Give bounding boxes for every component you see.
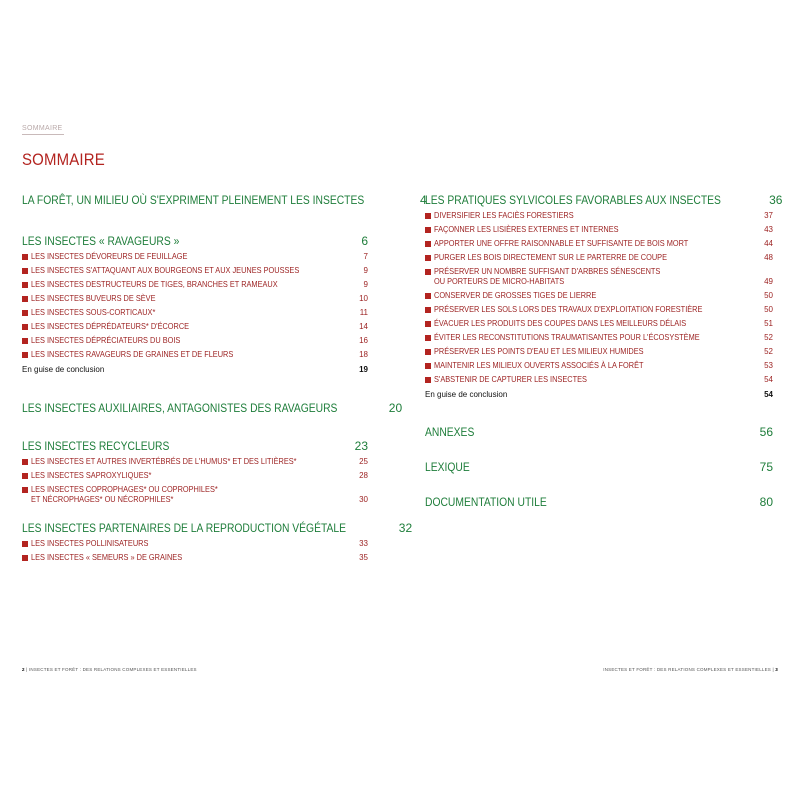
item-label: LES INSECTES SAPROXYLIQUES* <box>31 471 152 480</box>
section-page: 56 <box>759 425 773 439</box>
toc-item[interactable] <box>22 551 368 565</box>
left-footer-text: INSECTES ET FORÊT : DES RELATIONS COMPLEXES ET ESSENTIELLES <box>28 667 197 672</box>
item-label: LES INSECTES RAVAGEURS DE GRAINES ET DE FLEURS <box>31 350 234 359</box>
bullet-square-icon <box>22 487 28 493</box>
running-head: SOMMAIRE <box>22 125 64 135</box>
item-page: 49 <box>764 277 773 286</box>
section-page: 36 <box>769 193 783 207</box>
toc-item[interactable] <box>425 289 773 303</box>
item-page: 7 <box>363 252 368 261</box>
item-page: 53 <box>764 361 773 370</box>
bullet-square-icon <box>425 349 431 355</box>
toc-item[interactable] <box>425 251 773 265</box>
section-page: 23 <box>354 439 368 453</box>
item-page: 10 <box>359 294 368 303</box>
item-page: 48 <box>764 253 773 262</box>
item-label: LES INSECTES BUVEURS DE SÈVE <box>31 294 156 303</box>
section-page: 20 <box>388 401 403 415</box>
bullet-square-icon <box>22 555 28 561</box>
section-title[interactable]: LES INSECTES « RAVAGEURS » <box>22 234 180 248</box>
section-page: 4 <box>419 193 427 207</box>
toc-item[interactable] <box>425 209 773 223</box>
item-label: LES INSECTES S'ATTAQUANT AUX BOURGEONS ET AUX JEUNES POUSSES <box>31 266 300 275</box>
item-label: LES INSECTES POLLINISATEURS <box>31 539 149 548</box>
section-page: 75 <box>759 460 773 474</box>
toc-item[interactable] <box>22 334 368 348</box>
left-page-number: 2 <box>22 667 25 672</box>
section-page: 6 <box>361 234 368 248</box>
bullet-square-icon <box>22 324 28 330</box>
footer-right: INSECTES ET FORÊT : DES RELATIONS COMPLEXES ET ESSENTIELLES | 3 <box>603 667 778 672</box>
right-footer-text: INSECTES ET FORÊT : DES RELATIONS COMPLEXES ET ESSENTIELLES <box>603 667 772 672</box>
item-label: LES INSECTES SOUS-CORTICAUX* <box>31 308 156 317</box>
toc-section[interactable] <box>22 439 368 507</box>
item-label: S'ABSTENIR DE CAPTURER LES INSECTES <box>434 375 587 384</box>
bullet-square-icon <box>22 541 28 547</box>
item-label: LES INSECTES ET AUTRES INVERTÉBRÉS DE L'HUMUS* ET DES LITIÈRES* <box>31 457 297 466</box>
item-page: 16 <box>359 336 368 345</box>
toc-item[interactable] <box>22 292 368 306</box>
section-page: 32 <box>398 521 413 535</box>
toc-item[interactable] <box>425 237 773 251</box>
toc-left-column <box>22 193 427 565</box>
toc-item[interactable] <box>425 265 773 289</box>
item-page: 28 <box>359 471 368 480</box>
item-page: 50 <box>764 305 773 314</box>
bullet-square-icon <box>22 352 28 358</box>
item-page: 35 <box>359 553 368 562</box>
item-label: CONSERVER DE GROSSES TIGES DE LIERRE <box>434 291 597 300</box>
item-page: 50 <box>764 291 773 300</box>
bullet-square-icon <box>425 335 431 341</box>
toc-section[interactable] <box>425 495 773 510</box>
item-label: DIVERSIFIER LES FACIÈS FORESTIERS <box>434 211 574 220</box>
item-page: 9 <box>363 280 368 289</box>
bullet-square-icon <box>425 255 431 261</box>
section-title[interactable]: LES INSECTES PARTENAIRES DE LA REPRODUCTION VÉGÉTALE <box>22 521 347 535</box>
item-page: 11 <box>359 308 368 317</box>
item-page: 33 <box>359 539 368 548</box>
bullet-square-icon <box>425 227 431 233</box>
page-title: SOMMAIRE <box>22 150 105 169</box>
item-page: 52 <box>764 347 773 356</box>
toc-item[interactable] <box>425 317 773 331</box>
item-label: PRÉSERVER LES POINTS D'EAU ET LES MILIEUX HUMIDES <box>434 347 644 356</box>
bullet-square-icon <box>425 293 431 299</box>
toc-item[interactable] <box>22 483 368 507</box>
section-page: 80 <box>759 495 773 509</box>
bullet-square-icon <box>22 282 28 288</box>
bullet-square-icon <box>22 296 28 302</box>
toc-section[interactable] <box>22 521 413 565</box>
item-label: PRÉSERVER UN NOMBRE SUFFISANT D'ARBRES SÉNESCENTS OU PORTEURS DE MICRO-HABITATS <box>434 267 661 286</box>
item-label: LES INSECTES DÉPRÉDATEURS* D'ÉCORCE <box>31 322 190 331</box>
toc-item[interactable] <box>22 320 368 334</box>
toc-item[interactable] <box>22 469 368 483</box>
bullet-square-icon <box>425 377 431 383</box>
section-title[interactable]: LES INSECTES AUXILIAIRES, ANTAGONISTES DES RAVAGEURS <box>22 401 338 415</box>
item-page: 52 <box>764 333 773 342</box>
toc-section[interactable] <box>425 193 783 399</box>
item-label: PURGER LES BOIS DIRECTEMENT SUR LE PARTERRE DE COUPE <box>434 253 667 262</box>
item-label: LES INSECTES DESTRUCTEURS DE TIGES, BRANCHES ET RAMEAUX <box>31 280 278 289</box>
toc-section[interactable] <box>22 234 368 374</box>
toc-item[interactable] <box>425 345 773 359</box>
toc-item[interactable] <box>22 250 368 264</box>
toc-item[interactable] <box>22 455 368 469</box>
section-title[interactable]: LES PRATIQUES SYLVICOLES FAVORABLES AUX INSECTES <box>425 193 721 207</box>
item-label: LES INSECTES DÉVOREURS DE FEUILLAGE <box>31 252 188 261</box>
bullet-square-icon <box>22 473 28 479</box>
item-page: 9 <box>363 266 368 275</box>
section-title[interactable]: LES INSECTES RECYCLEURS <box>22 439 170 453</box>
section-title[interactable]: LA FORÊT, UN MILIEU OÙ S'EXPRIMENT PLEINEMENT LES INSECTES <box>22 193 365 207</box>
item-label: FAÇONNER LES LISIÈRES EXTERNES ET INTERNES <box>434 225 619 234</box>
toc-item[interactable] <box>22 278 368 292</box>
footer-left: 2 | INSECTES ET FORÊT : DES RELATIONS COMPLEXES ET ESSENTIELLES <box>22 667 197 672</box>
toc-section[interactable] <box>425 460 773 475</box>
conclusion-page: 54 <box>764 390 773 399</box>
item-page: 54 <box>764 375 773 384</box>
item-page: 25 <box>359 457 368 466</box>
bullet-square-icon <box>425 269 431 275</box>
bullet-square-icon <box>425 307 431 313</box>
bullet-square-icon <box>425 213 431 219</box>
item-label: APPORTER UNE OFFRE RAISONNABLE ET SUFFISANTE DE BOIS MORT <box>434 239 689 248</box>
conclusion-label: En guise de conclusion <box>22 365 105 374</box>
toc-conclusion[interactable] <box>425 387 773 399</box>
conclusion-page: 19 <box>359 365 368 374</box>
item-label: ÉVITER LES RECONSTITUTIONS TRAUMATISANTES POUR L'ÉCOSYSTÈME <box>434 333 700 342</box>
bullet-square-icon <box>22 254 28 260</box>
bullet-square-icon <box>22 338 28 344</box>
bullet-square-icon <box>22 310 28 316</box>
item-page: 30 <box>359 495 368 504</box>
toc-section[interactable] <box>22 193 427 208</box>
toc-item[interactable] <box>425 303 773 317</box>
section-title[interactable]: DOCUMENTATION UTILE <box>425 495 547 509</box>
item-page: 18 <box>359 350 368 359</box>
item-label: LES INSECTES « SEMEURS » DE GRAINES <box>31 553 183 562</box>
toc-item[interactable] <box>22 348 368 362</box>
item-label: ÉVACUER LES PRODUITS DES COUPES DANS LES MEILLEURS DÉLAIS <box>434 319 687 328</box>
item-page: 37 <box>764 211 773 220</box>
bullet-square-icon <box>425 241 431 247</box>
toc-item[interactable] <box>22 306 368 320</box>
right-page-number: 3 <box>775 667 778 672</box>
item-label: LES INSECTES COPROPHAGES* OU COPROPHILES* ET NÉCROPHAGES* OU NÉCROPHILES* <box>31 485 218 504</box>
item-label: MAINTENIR LES MILIEUX OUVERTS ASSOCIÉS À LA FORÊT <box>434 361 644 370</box>
toc-item[interactable] <box>22 537 368 551</box>
toc-item[interactable] <box>425 359 773 373</box>
item-page: 14 <box>359 322 368 331</box>
toc-item[interactable] <box>22 264 368 278</box>
bullet-square-icon <box>22 459 28 465</box>
item-label: PRÉSERVER LES SOLS LORS DES TRAVAUX D'EXPLOITATION FORESTIÈRE <box>434 305 703 314</box>
toc-item[interactable] <box>425 223 773 237</box>
toc-section[interactable] <box>22 401 403 416</box>
toc-item[interactable] <box>425 373 773 387</box>
toc-section[interactable] <box>425 425 773 440</box>
bullet-square-icon <box>425 321 431 327</box>
item-page: 44 <box>764 239 773 248</box>
section-title[interactable]: LEXIQUE <box>425 460 470 474</box>
item-page: 43 <box>764 225 773 234</box>
item-page: 51 <box>764 319 773 328</box>
item-label: LES INSECTES DÉPRÉCIATEURS DU BOIS <box>31 336 181 345</box>
conclusion-label: En guise de conclusion <box>425 390 508 399</box>
toc-conclusion[interactable] <box>22 362 368 374</box>
toc-item[interactable] <box>425 331 773 345</box>
toc-right-column <box>425 193 783 510</box>
bullet-square-icon <box>22 268 28 274</box>
bullet-square-icon <box>425 363 431 369</box>
section-title[interactable]: ANNEXES <box>425 425 475 439</box>
